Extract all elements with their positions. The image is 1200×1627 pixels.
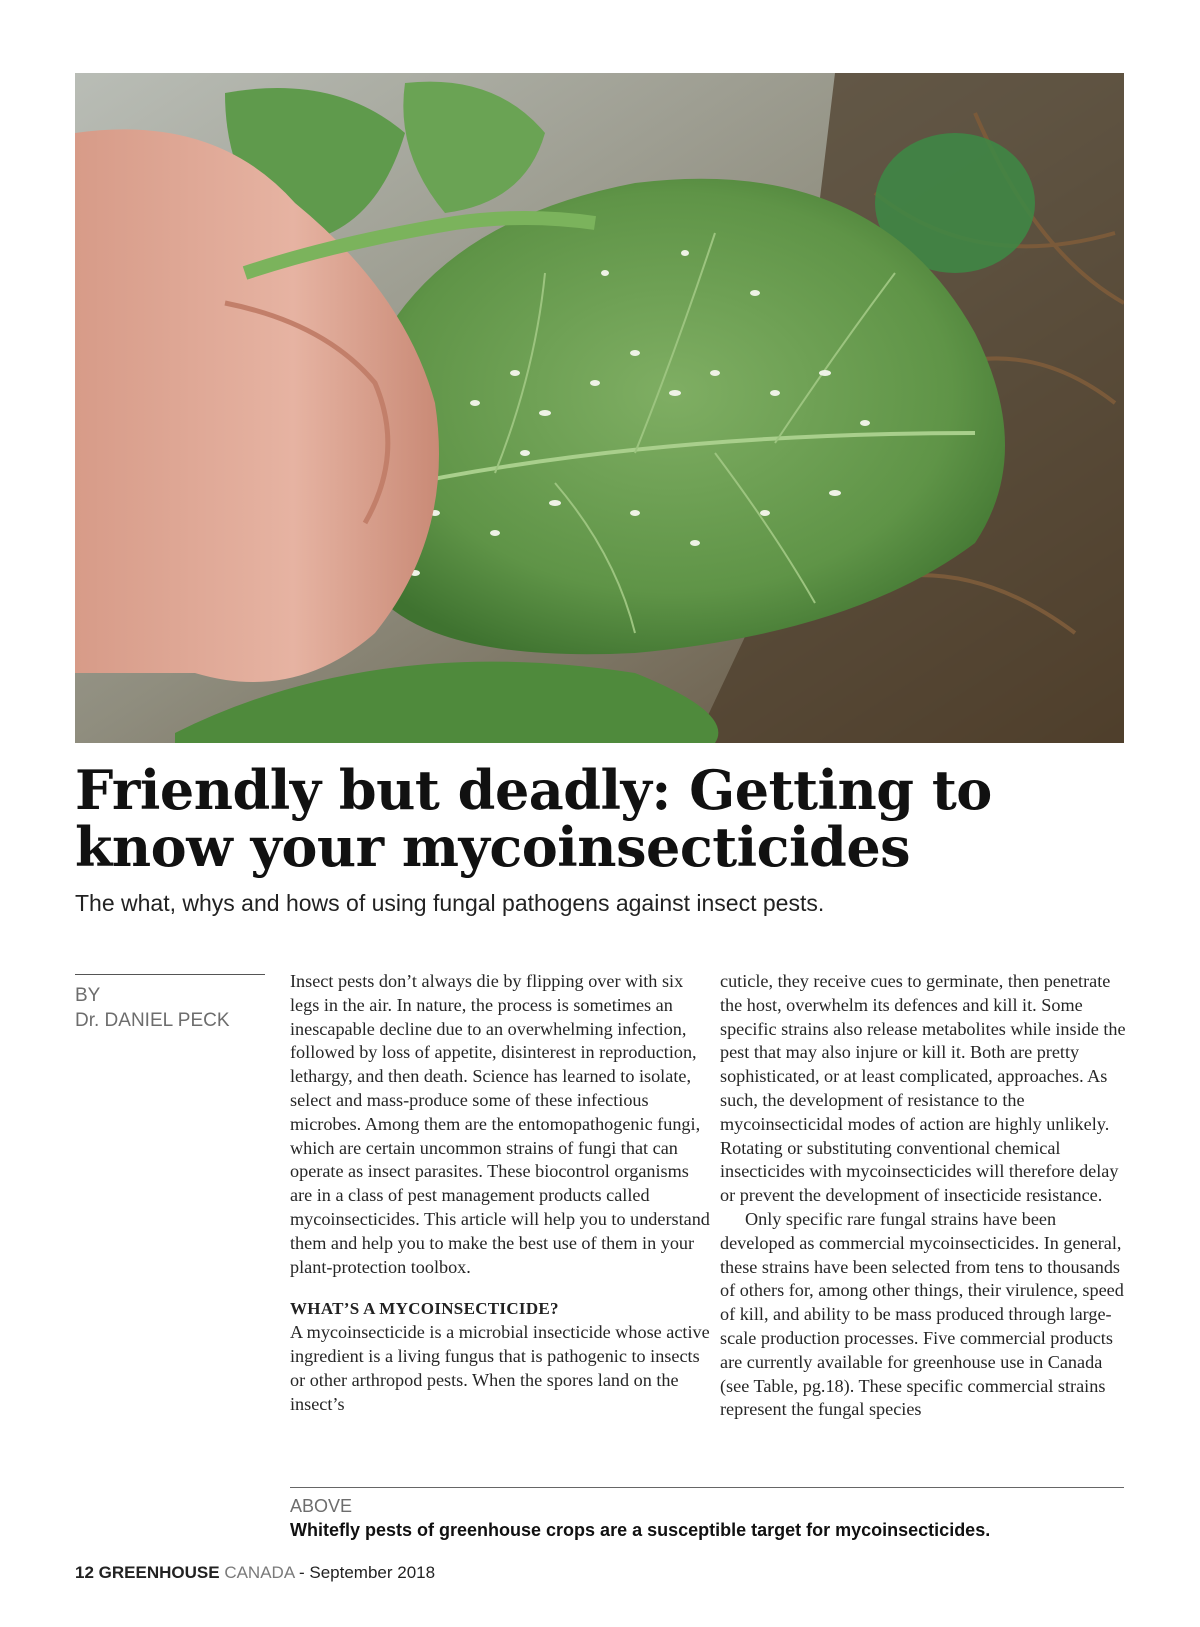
article-headline: Friendly but deadly: Getting to know your mycoinsecticides	[75, 758, 992, 879]
byline-label: BY	[75, 985, 101, 1006]
article-photo	[75, 73, 1124, 743]
body-paragraph: Only specific rare fungal strains have been developed as commercial mycoinsecticides. In general, these strains have been selected from tens to thousands of others for, among other things, their virulence, speed of kill, and ability to be mass produced through large-scale production processes. Five commercial products are currently available for greenhouse use in Canada (see Table, pg.18). These specific commercial strains represent the fungal species	[720, 1208, 1124, 1420]
body-column-1	[290, 970, 710, 1416]
page-footer	[75, 1563, 435, 1583]
caption-text: Whitefly pests of greenhouse crops are a susceptible target for mycoinsecticides.	[290, 1520, 991, 1540]
publication-name: GREENHOUSE	[98, 1563, 220, 1582]
body-column-2	[720, 970, 1130, 1422]
body-paragraph: cuticle, they receive cues to germinate, then penetrate the host, overwhelm its defences and kill it. Some specific strains also release metabolites while inside the pest that may also injure or kill it. Both are pretty sophisticated, or at least complicated, approaches. As such, the development of resistance to the mycoinsecticidal modes of action are highly unlikely. Rotating or substituting conventional chemical insecticides with mycoinsecticides will therefore delay or prevent the development of insecticide resistance.	[720, 971, 1126, 1206]
photo-whitefly-on-leaf	[75, 73, 1124, 743]
body-paragraph: A mycoinsecticide is a microbial insecticide whose active ingredient is a living fungus that is pathogenic to insects or other arthropod pests. When the spores land on the insect’s	[290, 1322, 710, 1414]
body-paragraph: Insect pests don’t always die by flipping over with six legs in the air. In nature, the process is sometimes an inescapable decline due to an overwhelming infection, followed by loss of appetite, disinterest in reproduction, lethargy, and then death. Science has learned to isolate, select and mass-produce some of these infectious microbes. Among them are the entomopathogenic fungi, which are certain uncommon strains of fungi that can operate as insect parasites. These biocontrol organisms are in a class of pest management products called mycoinsecticides. This article will help you to understand them and help you to make the best use of them in your plant-protection toolbox.	[290, 971, 710, 1277]
byline	[75, 974, 265, 1033]
photo-caption	[290, 1487, 1124, 1542]
section-subhead: WHAT’S A MYCOINSECTICIDE?	[290, 1299, 559, 1319]
page-number: 12	[75, 1563, 94, 1582]
issue-date: - September 2018	[298, 1563, 436, 1582]
article-deck: The what, whys and hows of using fungal pathogens against insect pests.	[75, 890, 825, 916]
byline-author: Dr. DANIEL PECK	[75, 1010, 230, 1031]
caption-label: ABOVE	[290, 1496, 353, 1516]
publication-name-suffix: CANADA	[224, 1563, 295, 1582]
